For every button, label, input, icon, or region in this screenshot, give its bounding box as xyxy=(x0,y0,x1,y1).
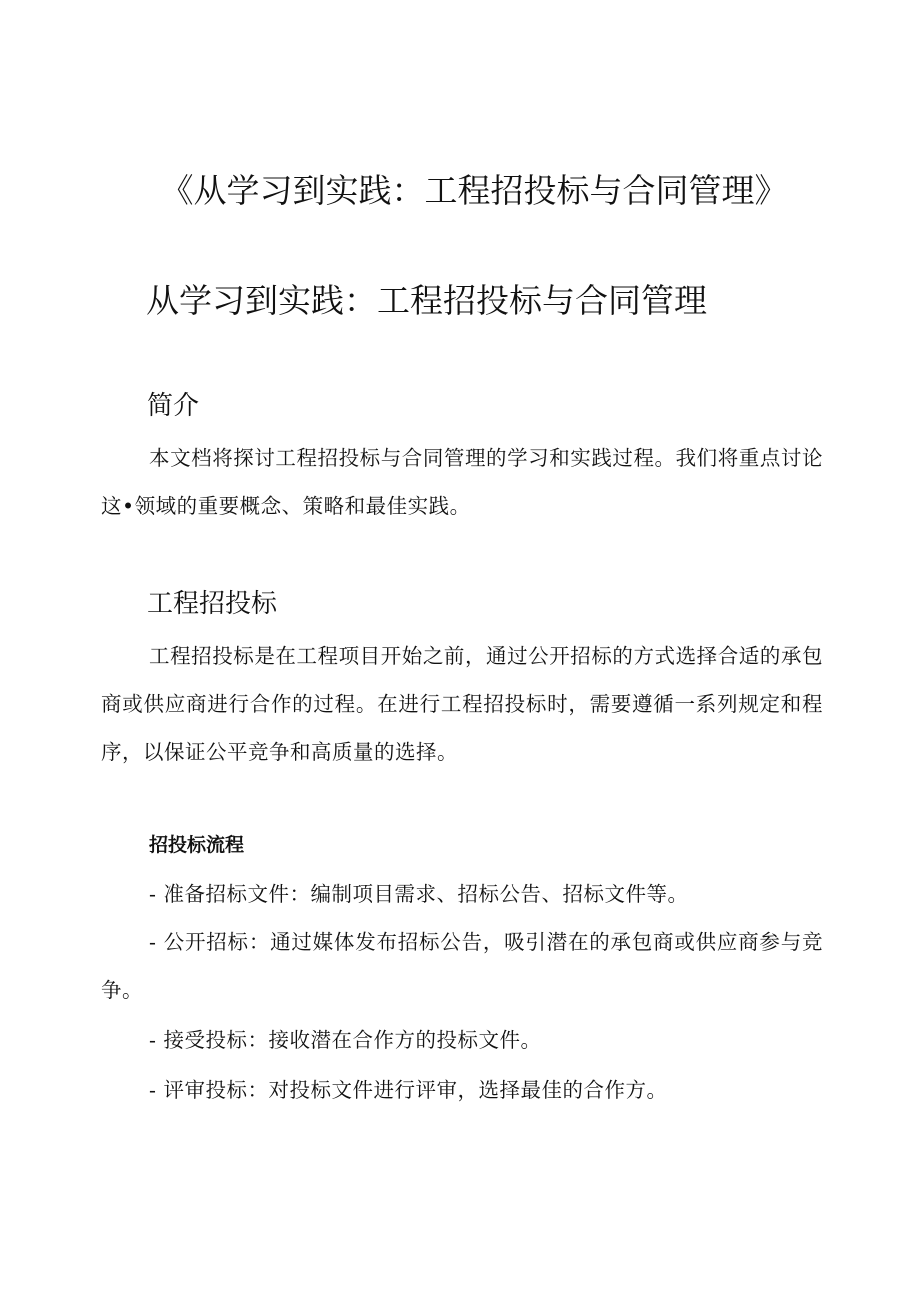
process-heading: 招投标流程 xyxy=(149,834,245,856)
intro-heading: 简介 xyxy=(147,391,200,421)
process-step: - 公开招标：通过媒体发布招标公告，吸引潜在的承包商或供应商参与竞争。 xyxy=(101,930,823,1002)
bidding-heading: 工程招投标 xyxy=(147,589,278,619)
bidding-paragraph: 工程招投标是在工程项目开始之前，通过公开招标的方式选择合适的承包商或供应商进行合作的过程。在进行工程招投标时，需要遵循一系列规定和程序，以保证公平竞争和高质量的选择。 xyxy=(101,644,823,764)
intro-paragraph: 本文档将探讨工程招投标与合同管理的学习和实践过程。我们将重点讨论这•领域的重要概念、策略和最佳实践。 xyxy=(101,446,823,518)
document-title: 《从学习到实践：工程招投标与合同管理》 xyxy=(160,171,788,210)
process-step: - 准备招标文件：编制项目需求、招标公告、招标文件等。 xyxy=(149,882,689,906)
process-step: - 评审投标：对投标文件进行评审，选择最佳的合作方。 xyxy=(149,1078,668,1102)
main-heading: 从学习到实践：工程招投标与合同管理 xyxy=(146,281,707,320)
process-step: - 接受投标：接收潜在合作方的投标文件。 xyxy=(149,1028,542,1052)
